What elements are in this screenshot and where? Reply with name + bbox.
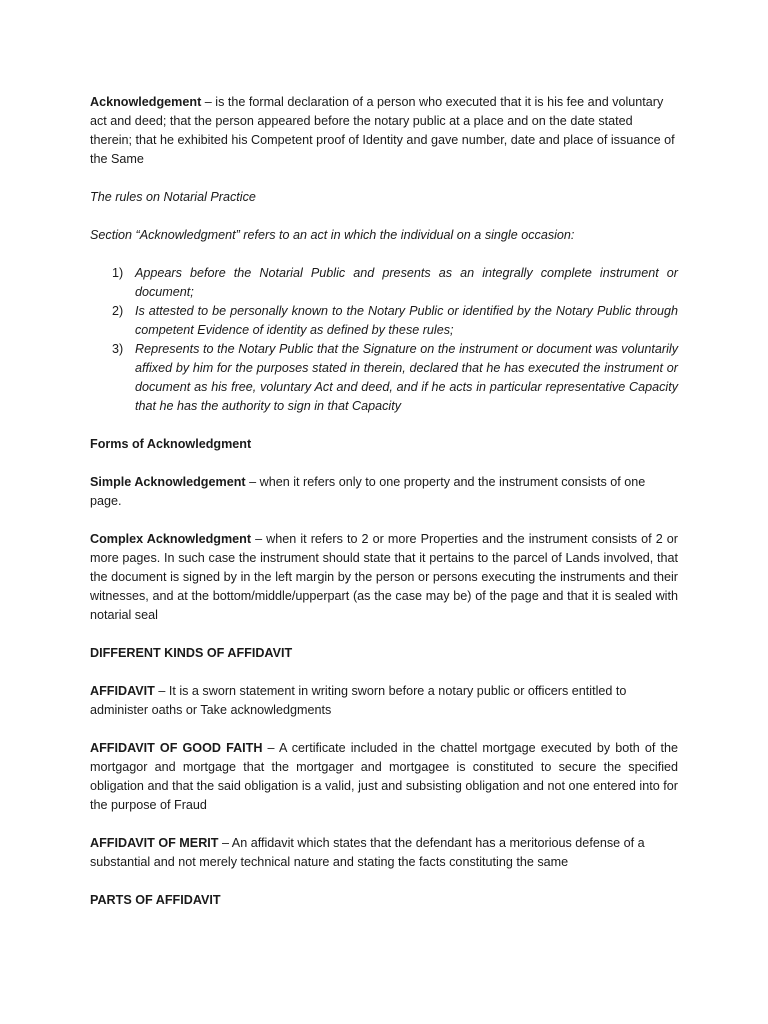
acknowledgement-term: Acknowledgement [90,95,202,109]
affidavit-merit-paragraph [90,834,678,872]
document-page [90,93,678,929]
simple-ack-definition: – when it refers only to one property and the instrument consists of one page. [90,475,646,508]
list-item-text: Is attested to be personally known to the Notary Public or identified by the Notary Public through competent Evidence of identity as defined by these rules; [135,304,678,337]
simple-ack-paragraph [90,473,678,511]
parts-heading [90,891,678,910]
forms-heading [90,435,678,454]
rules-heading: The rules on Notarial Practice [90,190,256,204]
list-item-text: Appears before the Notarial Public and presents as an integrally complete instrument or document; [135,266,678,299]
affidavit-good-faith-paragraph [90,739,678,815]
section-intro: Section “Acknowledgment” refers to an act in which the individual on a single occasion: [90,228,575,242]
list-item-text: Represents to the Notary Public that the Signature on the instrument or document was voluntarily affixed by him for the purposes stated in therein, declared that he has executed the instrument or document as his free, voluntary Act and deed, and if he acts in particular representative Capacity that he has the authority to sign in that Capacity [135,342,678,413]
list-item [90,264,678,302]
affidavit-merit-term: AFFIDAVIT OF MERIT [90,836,219,850]
forms-heading-text: Forms of Acknowledgment [90,437,252,451]
affidavit-good-faith-definition: – A certificate included in the chattel mortgage executed by both of the mortgagor and mortgage that the mortgager and mortgagee is constituted to secure the specified obligation and that the said obligation is a valid, just and subsisting obligation and not one entered into for the purpose of Fraud [90,741,678,812]
simple-ack-term: Simple Acknowledgement [90,475,246,489]
list-item [90,340,678,416]
acknowledgement-paragraph [90,93,678,169]
list-item-number: 1) [112,266,124,280]
complex-ack-paragraph [90,530,678,625]
affidavit-good-faith-term: AFFIDAVIT OF GOOD FAITH [90,741,263,755]
rules-list [90,264,678,416]
kinds-heading [90,644,678,663]
affidavit-definition: – It is a sworn statement in writing sworn before a notary public or officers entitled to administer oaths or Take acknowledgments [90,684,627,717]
list-item-number: 3) [112,342,124,356]
affidavit-term: AFFIDAVIT [90,684,155,698]
kinds-heading-text: DIFFERENT KINDS OF AFFIDAVIT [90,646,293,660]
acknowledgement-definition: – is the formal declaration of a person who executed that it is his fee and voluntary act and deed; that the person appeared before the notary public at a place and on the date stated therein; that he exhibited his Competent proof of Identity and gave number, date and place of issuance of the Same [90,95,675,166]
parts-heading-text: PARTS OF AFFIDAVIT [90,893,221,907]
complex-ack-term: Complex Acknowledgment [90,532,252,546]
affidavit-merit-definition: – An affidavit which states that the defendant has a meritorious defense of a substantial and not merely technical nature and stating the facts constituting the same [90,836,645,869]
affidavit-paragraph [90,682,678,720]
list-item [90,302,678,340]
list-item-number: 2) [112,304,124,318]
complex-ack-definition: – when it refers to 2 or more Properties and the instrument consists of 2 or more pages. In such case the instrument should state that it pertains to the parcel of Lands involved, that the document is signed by in the left margin by the person or persons executing the instruments and their witnesses, and at the bottom/middle/upperpart (as the case may be) of the page and that it is sealed with notarial seal [90,532,678,622]
